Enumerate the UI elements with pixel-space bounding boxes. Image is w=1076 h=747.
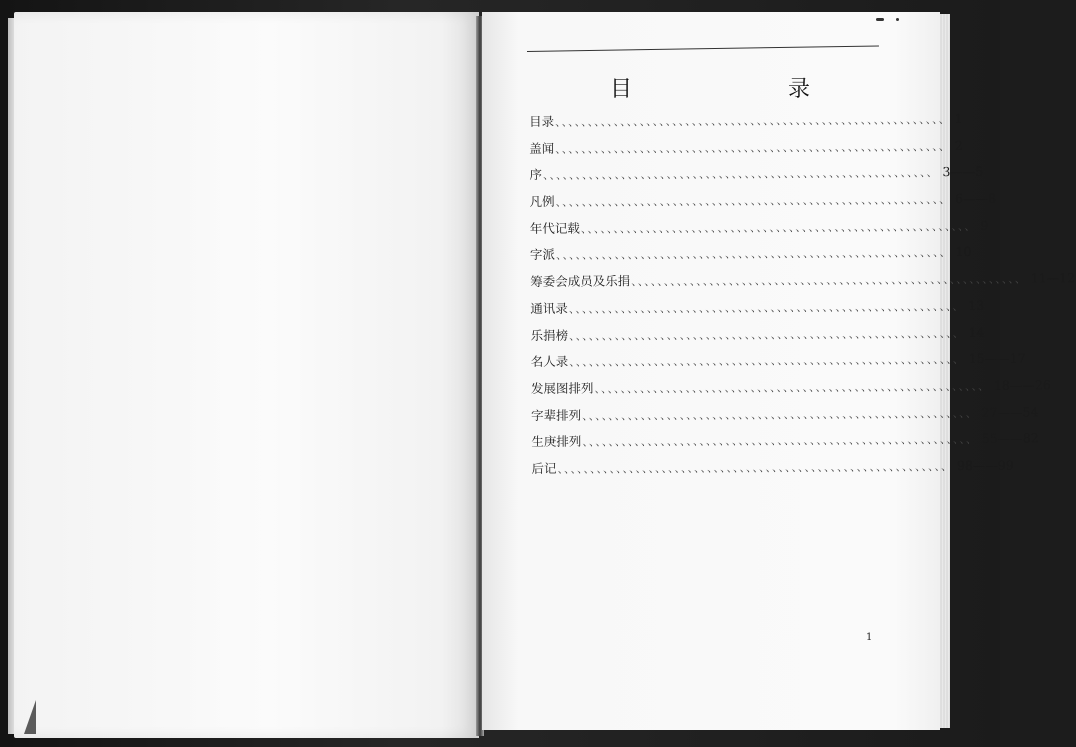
- toc-entry-pages: 98——99: [956, 457, 1014, 473]
- toc-entry-pages: 27——54: [981, 404, 1039, 420]
- toc-entry: [530, 376, 1051, 405]
- toc-dot-leader: 、、、、、、、、、、、、、、、、、、、、、、、、、、、、、、、、、、、、、、、、、、、、、、、、、、、、、、、、、、、、: [557, 459, 954, 476]
- toc-entry-label: 序: [529, 167, 543, 183]
- toc-entry: [530, 296, 985, 325]
- toc-entry-pages: 9: [980, 217, 989, 233]
- top-ink-dot: [896, 18, 899, 21]
- toc-dot-leader: 、、、、、、、、、、、、、、、、、、、、、、、、、、、、、、、、、、、、、、、、、、、、、、、、、、、、、、、、、、、、: [569, 326, 965, 343]
- toc-dot-leader: 、、、、、、、、、、、、、、、、、、、、、、、、、、、、、、、、、、、、、、、、、、、、、、、、、、、、、、、、、、、、: [555, 139, 951, 156]
- toc-entry-label: 字辈排列: [531, 407, 582, 423]
- toc-entry-label: 发展图排列: [530, 380, 594, 396]
- toc-dot-leader: 、、、、、、、、、、、、、、、、、、、、、、、、、、、、、、、、、、、、、、、、、、、、、、、、、、、、、、、、、、、、: [542, 166, 939, 183]
- toc-dot-leader: 、、、、、、、、、、、、、、、、、、、、、、、、、、、、、、、、、、、、、、、、、、、、、、、、、、、、、、、、、、、、: [582, 406, 978, 423]
- toc-dot-leader: 、、、、、、、、、、、、、、、、、、、、、、、、、、、、、、、、、、、、、、、、、、、、、、、、、、、、、、、、、、、、: [555, 113, 951, 129]
- toc-entry: [530, 323, 985, 352]
- left-page-blank: [14, 12, 479, 738]
- toc-entry-pages: 18——26: [993, 377, 1051, 393]
- toc-entry-pages: 2: [954, 137, 963, 153]
- toc-entry-pages: 10: [955, 244, 972, 260]
- toc-entry-label: 筹委会成员及乐捐: [530, 273, 631, 290]
- toc-list: [529, 110, 1076, 486]
- toc-entry: [531, 456, 1014, 485]
- toc-entry-pages: 14: [968, 324, 985, 340]
- toc-dot-leader: 、、、、、、、、、、、、、、、、、、、、、、、、、、、、、、、、、、、、、、、、、、、、、、、、、、、、、、、、、、、、: [568, 299, 965, 316]
- toc-entry: [531, 403, 1039, 432]
- toc-entry-label: 年代记载: [529, 220, 580, 236]
- toc-entry: [529, 243, 972, 272]
- toc-dot-leader: 、、、、、、、、、、、、、、、、、、、、、、、、、、、、、、、、、、、、、、、、、、、、、、、、、、、、、、、、、、、、: [594, 379, 990, 396]
- toc-entry: [529, 136, 963, 165]
- toc-entry: [529, 216, 989, 245]
- toc-dot-leader: 、、、、、、、、、、、、、、、、、、、、、、、、、、、、、、、、、、、、、、、、、、、、、、、、、、、、、、、、、、、、: [555, 246, 952, 263]
- toc-entry: [531, 430, 1039, 459]
- toc-entry-label: 通讯录: [530, 300, 568, 316]
- toc-dot-leader: 、、、、、、、、、、、、、、、、、、、、、、、、、、、、、、、、、、、、、、、、、、、、、、、、、、、、、、、、、、、、: [555, 193, 952, 209]
- toc-entry-label: 后记: [531, 460, 557, 476]
- toc-entry-label: 乐捐榜: [530, 327, 569, 343]
- toc-entry-label: 凡例: [529, 193, 555, 210]
- toc-entry: [530, 270, 1076, 299]
- toc-dot-leader: 、、、、、、、、、、、、、、、、、、、、、、、、、、、、、、、、、、、、、、、、、、、、、、、、、、、、、、、、、、、、: [582, 433, 978, 449]
- top-ink-mark: [876, 18, 884, 21]
- toc-entry-pages: 15——17: [968, 350, 1026, 367]
- toc-dot-leader: 、、、、、、、、、、、、、、、、、、、、、、、、、、、、、、、、、、、、、、、、、、、、、、、、、、、、、、、、、、、、: [631, 272, 1027, 289]
- toc-entry-label: 目录: [529, 113, 555, 129]
- toc-entry-label: 字派: [529, 247, 556, 263]
- toc-entry-label: 名人录: [530, 353, 569, 370]
- toc-entry-pages: 3——5: [942, 164, 984, 180]
- toc-entry-pages: 13: [968, 297, 985, 313]
- toc-dot-leader: 、、、、、、、、、、、、、、、、、、、、、、、、、、、、、、、、、、、、、、、、、、、、、、、、、、、、、、、、、、、、: [580, 219, 977, 236]
- toc-entry-label: 生庚排列: [531, 433, 582, 450]
- toc-entry: [529, 163, 984, 192]
- toc-title-char: 录: [787, 77, 810, 102]
- toc-entry: [529, 190, 997, 219]
- toc-title-char: 目: [610, 77, 633, 102]
- page-number: 1: [866, 632, 873, 643]
- toc-entry-pages: 55——82: [981, 430, 1039, 447]
- folded-page-corner: [24, 700, 36, 734]
- toc-entry-pages: 6——8: [955, 190, 997, 207]
- toc-entry-label: 盖闻: [529, 140, 555, 156]
- toc-dot-leader: 、、、、、、、、、、、、、、、、、、、、、、、、、、、、、、、、、、、、、、、、、、、、、、、、、、、、、、、、、、、、: [569, 353, 965, 369]
- toc-entry-pages: 1: [954, 110, 963, 127]
- toc-title: [610, 72, 810, 103]
- toc-entry-pages: 11—12: [1030, 270, 1076, 286]
- toc-entry: [529, 110, 963, 139]
- toc-entry: [530, 350, 1026, 379]
